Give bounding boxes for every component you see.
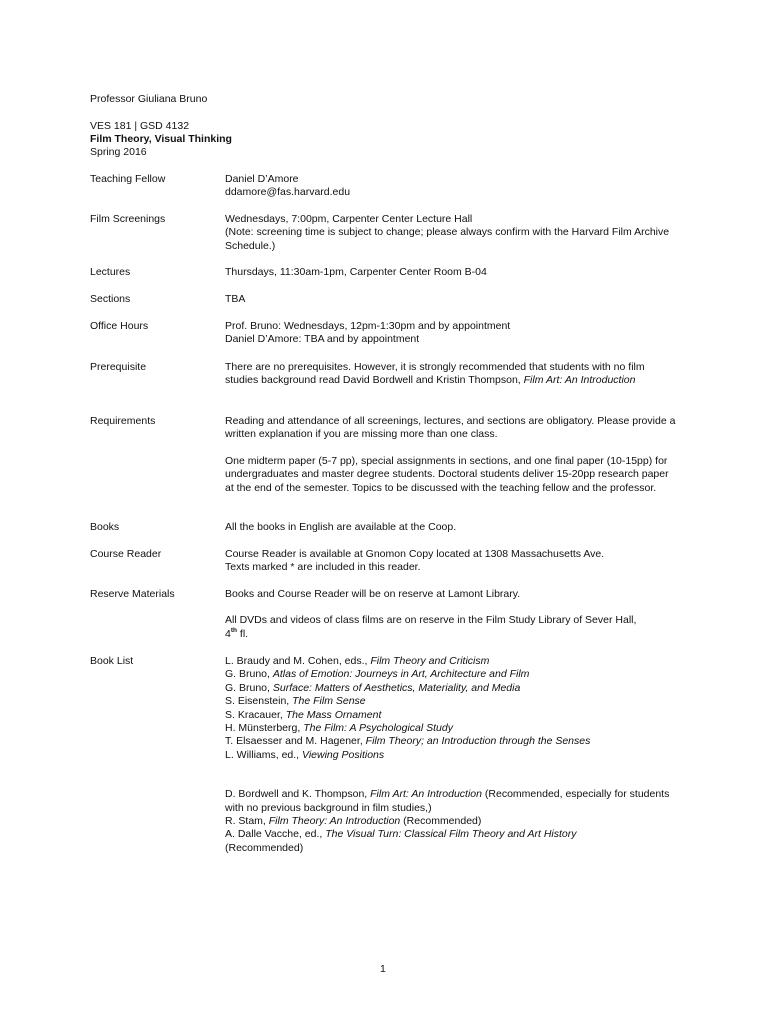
book-list-main [225,655,680,762]
book-author: H. Münsterberg, [225,722,304,735]
sections-value: TBA [225,293,246,305]
reserve-materials-value [225,588,680,641]
office-hours-professor: Prof. Bruno: Wednesdays, 12pm-1:30pm and by appointment [225,320,511,332]
book-title: The Mass Ornament [285,708,382,721]
prerequisite-book-title: Film Art: An Introduction [523,374,636,387]
book-title: The Film Sense [292,695,366,708]
sections-label: Sections [90,293,131,305]
course-reader-value [225,548,680,575]
film-screenings-time: Wednesdays, 7:00pm, Carpenter Center Lecture Hall [225,213,473,225]
recommended-book-item [225,815,680,828]
requirements-value [225,415,680,495]
course-reader-note: Texts marked * are included in this reader. [225,561,421,574]
book-title: The Film: A Psychological Study [303,722,453,735]
book-list-recommended [225,788,680,855]
course-reader-location: Course Reader is available at Gnomon Copy located at 1308 Massachusetts Ave. [225,548,605,560]
book-title: Surface: Matters of Aesthetics, Materiality, and Media [272,681,521,694]
book-title: Film Art: An Introduction [370,788,482,801]
book-title: Viewing Positions [302,748,385,761]
office-hours-value [225,320,680,347]
book-title: Film Theory: An Introduction [268,815,401,828]
book-author: G. Bruno, [225,681,273,694]
book-item [225,735,680,748]
requirements-papers: One midterm paper (5-7 pp), special assignments in sections, and one final paper (10-15pp) for undergraduates and master degree students. Doctoral students deliver 15-20pp research paper at the end of the semester. Topics to be discussed with the teaching fellow and the professor. [225,454,669,494]
teaching-fellow-value [225,173,680,200]
reserve-materials-lamont: Books and Course Reader will be on reserve at Lamont Library. [225,588,521,600]
book-item [225,655,680,668]
book-item [225,668,680,681]
prerequisite-label: Prerequisite [90,361,147,373]
book-note: (Recommended) [225,841,304,854]
professor-name: Professor Giuliana Bruno [90,93,208,105]
book-item [225,722,680,735]
book-author: T. Elsaesser and M. Hagener, [225,735,366,748]
reserve-materials-dvds: All DVDs and videos of class films are on reserve in the Film Study Library of Sever Hall, [225,614,637,627]
recommended-book-item [225,788,680,815]
book-title: The Visual Turn: Classical Film Theory and Art History [325,828,577,841]
reserve-floor-suffix: th [230,626,237,634]
film-screenings-value [225,213,680,253]
course-code: VES 181 | GSD 4132 [90,120,190,132]
page-number: 1 [380,963,386,975]
book-note: (Recommended, especially for students with no previous background in film studies,) [225,788,670,814]
prerequisite-value [225,361,680,388]
lectures-label: Lectures [90,266,131,278]
book-item [225,695,680,708]
office-hours-label: Office Hours [90,320,149,332]
requirements-attendance: Reading and attendance of all screenings, lectures, and sections are obligatory. Please provide a written explanation if you are missing more than one class. [225,415,676,441]
reserve-floor-end: fl. [236,627,249,640]
course-reader-label: Course Reader [90,548,162,560]
books-label: Books [90,521,120,533]
book-list-label: Book List [90,655,134,667]
prerequisite-text: There are no prerequisites. However, it is strongly recommended that students with no film studies background read David Bordwell and Kristin Thompson, [225,361,645,387]
book-note: (Recommended) [400,815,482,828]
book-author: D. Bordwell and K. Thompson, [225,788,371,801]
film-screenings-label: Film Screenings [90,213,166,225]
book-author: L. Braudy and M. Cohen, eds., [225,655,371,667]
office-hours-tf: Daniel D’Amore: TBA and by appointment [225,333,420,346]
book-author: A. Dalle Vacche, ed., [225,828,326,841]
recommended-book-item [225,828,680,855]
course-term: Spring 2016 [90,146,147,158]
book-title: Film Theory; an Introduction through the Senses [365,735,591,748]
book-list-value [225,655,680,855]
teaching-fellow-email[interactable]: ddamore@fas.harvard.edu [225,186,351,199]
reserve-floor-number: 4 [225,627,231,640]
book-item [225,709,680,722]
lectures-value: Thursdays, 11:30am-1pm, Carpenter Center Room B-04 [225,266,487,278]
requirements-label: Requirements [90,415,156,427]
books-value: All the books in English are available at the Coop. [225,521,457,533]
book-author: S. Kracauer, [225,708,286,721]
teaching-fellow-name: Daniel D’Amore [225,173,299,185]
book-author: G. Bruno, [225,668,273,681]
course-title: Film Theory, Visual Thinking [90,133,232,145]
book-author: L. Williams, ed., [225,748,303,761]
film-screenings-note: (Note: screening time is subject to change; please always confirm with the Harvard Film Archive Schedule.) [225,226,670,252]
book-author: R. Stam, [225,815,269,828]
reserve-materials-floor [225,628,680,641]
book-item [225,682,680,695]
book-author: S. Eisenstein, [225,695,293,708]
book-item [225,749,680,762]
reserve-materials-label: Reserve Materials [90,588,175,600]
book-title: Film Theory and Criticism [370,655,490,667]
teaching-fellow-label: Teaching Fellow [90,173,166,185]
book-title: Atlas of Emotion: Journeys in Art, Architecture and Film [272,668,530,681]
